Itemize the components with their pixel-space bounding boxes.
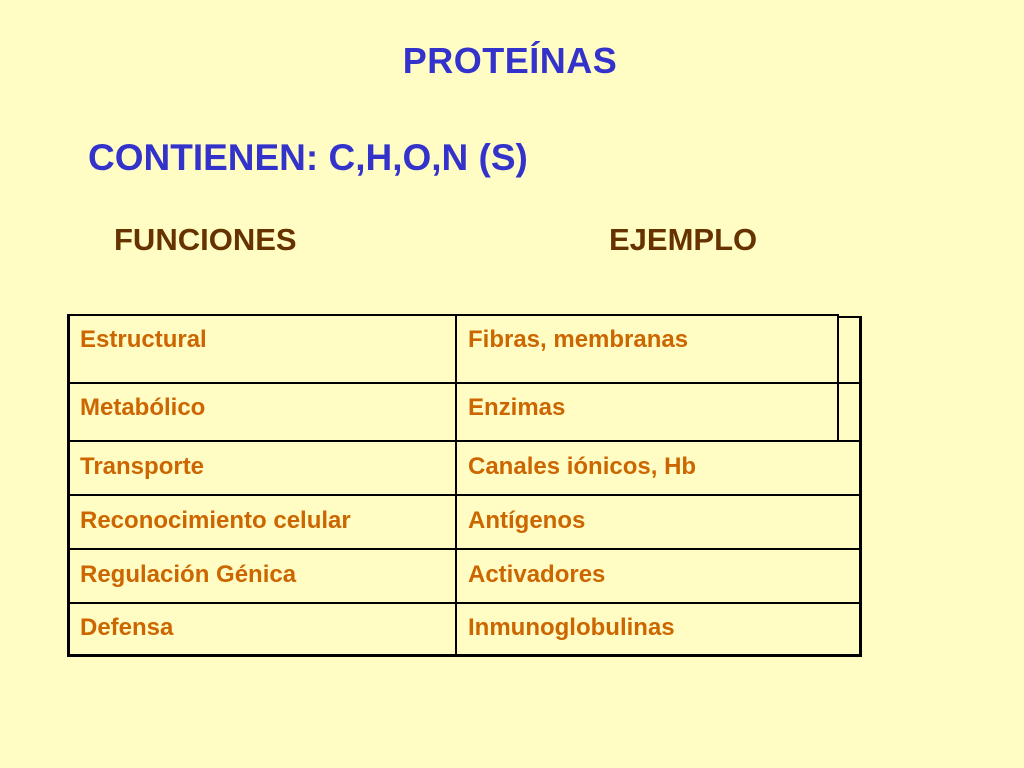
page-subtitle: CONTIENEN: C,H,O,N (S)	[88, 137, 528, 178]
table-border-right	[859, 316, 862, 657]
table-cell-funcion: Transporte	[80, 453, 205, 480]
table-cell-funcion: Metabólico	[80, 394, 206, 421]
table-cell-funcion: Reconocimiento celular	[80, 507, 351, 534]
table-cell-ejemplo: Enzimas	[468, 394, 566, 421]
table-cell-ejemplo: Canales iónicos, Hb	[468, 453, 697, 480]
table-cell-ejemplo: Inmunoglobulinas	[468, 614, 675, 641]
table-cell-ejemplo: Antígenos	[468, 507, 586, 534]
table-row-separator	[68, 440, 862, 442]
table-cell-funcion: Defensa	[80, 614, 174, 641]
table-cell-ejemplo: Fibras, membranas	[468, 326, 689, 353]
table-cell-funcion: Regulación Génica	[80, 561, 297, 588]
table-row-separator	[68, 494, 862, 496]
header-funciones: FUNCIONES	[114, 222, 297, 257]
table-divider-middle	[455, 314, 457, 657]
table-border-top	[68, 314, 838, 316]
table-border-top-extra	[838, 316, 862, 318]
table-border-left	[67, 314, 70, 657]
table-divider-inner-right	[837, 314, 839, 442]
page-title: PROTEÍNAS	[402, 40, 618, 81]
table-row-separator	[68, 602, 862, 604]
table-cell-ejemplo: Activadores	[468, 561, 606, 588]
table-row-separator	[68, 382, 860, 384]
table-cell-funcion: Estructural	[80, 326, 207, 353]
header-ejemplo: EJEMPLO	[609, 222, 758, 257]
table-row-separator	[68, 548, 862, 550]
table-border-bottom	[67, 654, 862, 657]
